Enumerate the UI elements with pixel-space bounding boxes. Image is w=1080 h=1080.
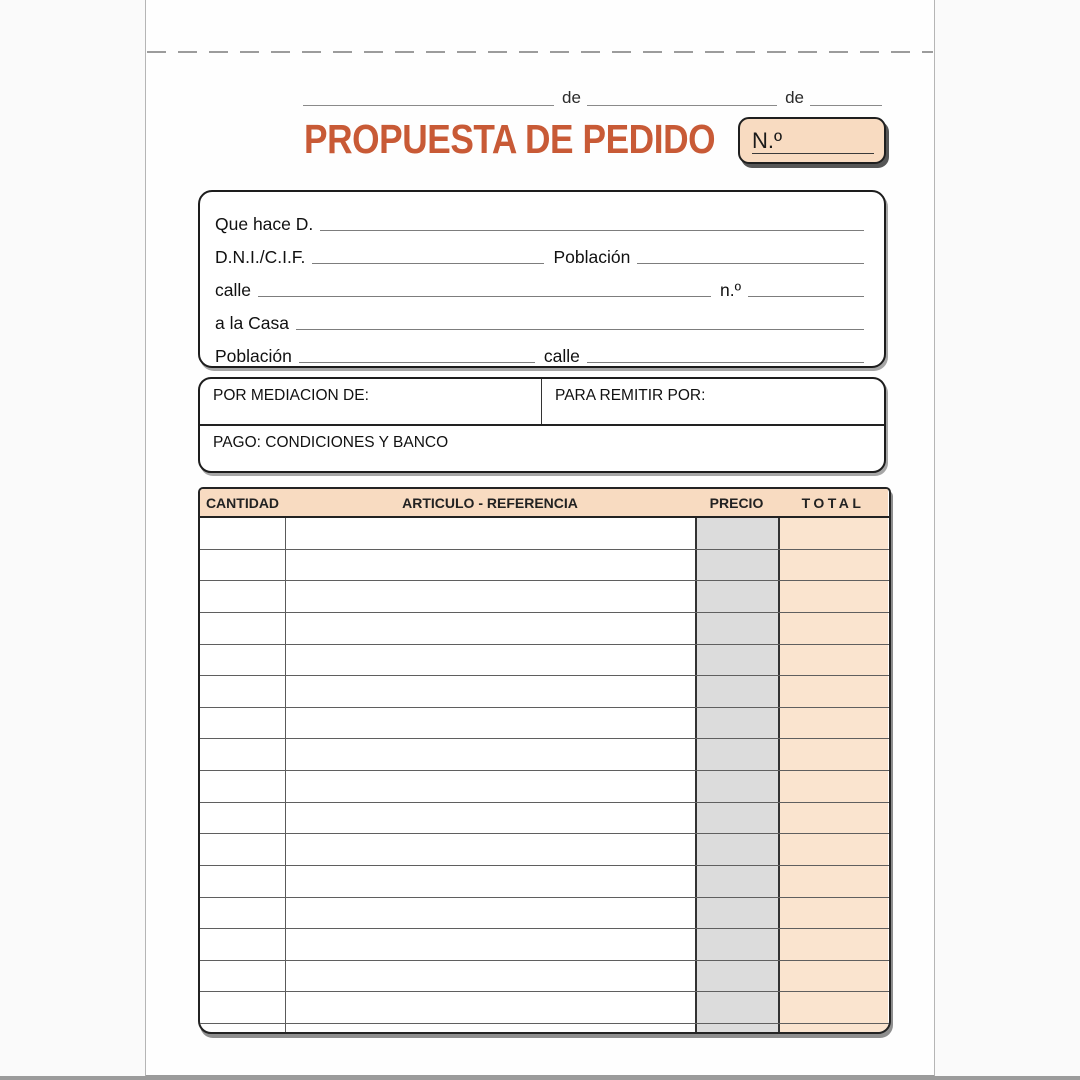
photo-bottom-edge [0,1076,1080,1080]
total-cell [778,803,888,834]
poblacion2-blank-line [299,355,535,363]
date-blank-line-1 [303,96,554,106]
total-cell [778,929,888,960]
precio-cell [695,929,778,960]
precio-cell [695,771,778,802]
form-title: PROPUESTA DE PEDIDO [304,116,716,162]
articulo-cell [285,898,695,929]
precio-cell [695,803,778,834]
cantidad-cell [200,1024,285,1032]
cantidad-cell [200,708,285,739]
total-cell [778,708,888,739]
total-cell [778,992,888,1023]
precio-cell [695,739,778,770]
total-cell [778,1024,888,1032]
order-number-box [738,117,886,164]
table-row [200,866,889,898]
customer-row-company [215,300,864,333]
pago-cell [200,426,884,452]
precio-cell [695,676,778,707]
cantidad-cell [200,803,285,834]
date-blank-line-2 [587,96,777,106]
total-cell [778,898,888,929]
cantidad-cell [200,739,285,770]
table-row [200,771,889,803]
total-cell [778,645,888,676]
table-row [200,834,889,866]
articulo-cell [285,1024,695,1032]
articulo-cell [285,676,695,707]
precio-cell [695,550,778,581]
customer-row-name [215,201,864,234]
poblacion-blank-line [637,256,864,264]
precio-cell [695,645,778,676]
header-total: TOTAL [778,489,888,516]
order-number-blank-line [752,153,874,154]
table-row [200,929,889,961]
header-cantidad: CANTIDAD [200,489,285,516]
articulo-cell [285,834,695,865]
customer-row-dni [215,234,864,267]
a-la-casa-label: a la Casa [215,312,289,333]
table-row [200,1024,889,1032]
table-row [200,708,889,740]
total-cell [778,613,888,644]
shipping-top-row [200,379,884,426]
cantidad-cell [200,834,285,865]
calle-label: calle [215,279,251,300]
table-row [200,676,889,708]
cantidad-cell [200,613,285,644]
date-de-label-1: de [562,88,581,107]
shipping-payment-box [198,377,886,473]
total-cell [778,518,888,549]
remitir-label: PARA REMITIR POR: [555,387,706,404]
calle2-blank-line [587,355,864,363]
articulo-cell [285,929,695,960]
precio-cell [695,992,778,1023]
table-row [200,961,889,993]
dni-blank-line [312,256,544,264]
total-cell [778,834,888,865]
order-form-sheet [145,0,935,1077]
precio-cell [695,708,778,739]
order-number-label: N.º [752,128,783,153]
numero-blank-line [748,289,864,297]
items-table-header [200,489,889,518]
calle2-label: calle [543,345,580,366]
date-blank-line-3 [810,96,882,106]
mediacion-label: POR MEDIACION DE: [213,387,369,404]
total-cell [778,866,888,897]
customer-row-city2 [215,333,864,366]
cantidad-cell [200,929,285,960]
articulo-cell [285,771,695,802]
cantidad-cell [200,645,285,676]
articulo-cell [285,550,695,581]
table-row [200,518,889,550]
table-row [200,739,889,771]
precio-cell [695,581,778,612]
numero-label: n.º [720,279,741,300]
cantidad-cell [200,518,285,549]
mediacion-cell [200,379,542,424]
que-hace-label: Que hace D. [215,213,314,234]
total-cell [778,961,888,992]
date-de-label-2: de [785,88,804,107]
date-line [303,84,882,106]
articulo-cell [285,803,695,834]
precio-cell [695,518,778,549]
header-precio: PRECIO [695,489,778,516]
pago-label: PAGO: CONDICIONES Y BANCO [213,434,449,451]
precio-cell [695,834,778,865]
articulo-cell [285,961,695,992]
remitir-cell [542,379,884,424]
table-row [200,803,889,835]
dni-label: D.N.I./C.I.F. [215,246,306,267]
articulo-cell [285,992,695,1023]
precio-cell [695,898,778,929]
cantidad-cell [200,771,285,802]
cantidad-cell [200,898,285,929]
articulo-cell [285,613,695,644]
articulo-cell [285,708,695,739]
items-table-body [200,518,889,1032]
que-hace-blank-line [320,223,864,231]
total-cell [778,581,888,612]
poblacion2-label: Población [215,345,292,366]
articulo-cell [285,739,695,770]
items-table [198,487,891,1034]
total-cell [778,550,888,581]
table-row [200,645,889,677]
total-cell [778,676,888,707]
customer-details-box [198,190,886,368]
cantidad-cell [200,992,285,1023]
precio-cell [695,866,778,897]
precio-cell [695,613,778,644]
perforation-line [147,51,933,53]
calle-blank-line [258,289,711,297]
total-cell [778,739,888,770]
a-la-casa-blank-line [296,322,864,330]
cantidad-cell [200,581,285,612]
precio-cell [695,961,778,992]
cantidad-cell [200,676,285,707]
poblacion-label: Población [553,246,631,267]
table-row [200,550,889,582]
table-row [200,992,889,1024]
table-row [200,898,889,930]
total-cell [778,771,888,802]
articulo-cell [285,518,695,549]
articulo-cell [285,866,695,897]
cantidad-cell [200,550,285,581]
header-articulo-referencia: ARTICULO - REFERENCIA [285,489,695,516]
table-row [200,581,889,613]
articulo-cell [285,645,695,676]
precio-cell [695,1024,778,1032]
table-row [200,613,889,645]
cantidad-cell [200,961,285,992]
cantidad-cell [200,866,285,897]
articulo-cell [285,581,695,612]
customer-row-street [215,267,864,300]
